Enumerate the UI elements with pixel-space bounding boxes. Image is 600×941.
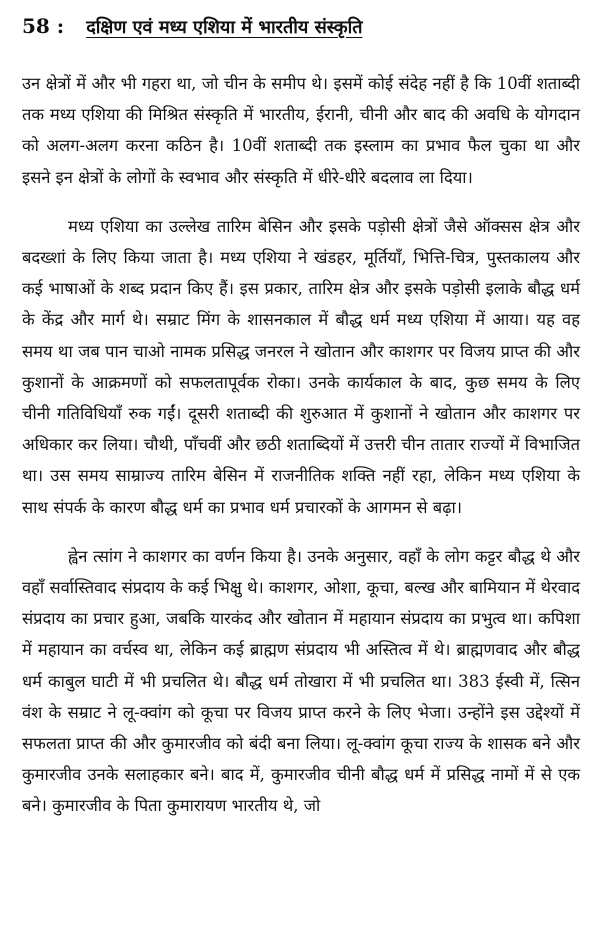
paragraph-2: मध्य एशिया का उल्लेख तारिम बेसिन और इसके पड़ोसी क्षेत्रों जैसे ऑक्सस क्षेत्र और बदख्शां के लिए किया जाता है। मध्य एशिया ने खंडहर, मूर्तियाँ, भित्ति-चित्र, पुस्तकालय और कई भाषाओं के शब्द प्रदान किए हैं। इस प्रकार, तारिम क्षेत्र और इसके पड़ोसी इलाके बौद्ध धर्म के केंद्र और मार्ग थे। सम्राट मिंग के शासनकाल में बौद्ध धर्म मध्य एशिया में आया। यह वह समय था जब पान चाओ नामक प्रसिद्ध जनरल ने खोतान और काशगर पर विजय प्राप्त की और कुशानों के आक्रमणों को सफलतापूर्वक रोका। उनके कार्यकाल के बाद, कुछ समय के लिए चीनी गतिविधियाँ रुक गईं। दूसरी शताब्दी की शुरुआत में कुशानों ने खोतान और काशगर पर अधिकार कर लिया। चौथी, पाँचवीं और छठी शताब्दियों में उत्तरी चीन तातार राज्यों में विभाजित था। उस समय साम्राज्य तारिम बेसिन में राजनीतिक शक्ति नहीं रहा, लेकिन मध्य एशिया के साथ संपर्क के कारण बौद्ध धर्म का प्रभाव धर्म प्रचारकों के आगमन से बढ़ा। xyxy=(22,216,580,517)
body-text xyxy=(22,68,580,822)
paragraph-3: ह्वेन त्सांग ने काशगर का वर्णन किया है। उनके अनुसार, वहाँ के लोग कट्टर बौद्ध थे और वहाँ सर्वास्तिवाद संप्रदाय के कई भिक्षु थे। काशगर, ओशा, कूचा, बल्ख और बामियान में थेरवाद संप्रदाय का प्रचार हुआ, जबकि यारकंद और खोतान में महायान संप्रदाय का प्रभुत्व था। कपिशा में महायान का वर्चस्व था, लेकिन कई ब्राह्मण संप्रदाय भी अस्तित्व में थे। ब्राह्मणवाद और बौद्ध धर्म काबुल घाटी में भी प्रचलित थे। बौद्ध धर्म तोखारा में भी प्रचलित था। 383 ईस्वी में, त्सिन वंश के सम्राट ने लू-क्वांग को कूचा पर विजय प्राप्त करने के लिए भेजा। उन्होंने इस उद्देश्यों में सफलता प्राप्त की और कुमारजीव को बंदी बना लिया। लू-क्वांग कूचा राज्य के शासक बने और कुमारजीव उनके सलाहकार बने। बाद में, कुमारजीव चीनी बौद्ध धर्म में प्रसिद्ध नामों में से एक बने। कुमारजीव के पिता कुमारायण भारतीय थे, जो xyxy=(22,546,580,816)
page-number: 58 : xyxy=(22,14,65,38)
chapter-title: दक्षिण एवं मध्य एशिया में भारतीय संस्कृति xyxy=(86,17,363,38)
paragraph-1: उन क्षेत्रों में और भी गहरा था, जो चीन के समीप थे। इसमें कोई संदेह नहीं है कि 10वीं शताब्दी तक मध्य एशिया की मिश्रित संस्कृति में भारतीय, ईरानी, चीनी और बाद की अवधि के योगदान को अलग-अलग करना कठिन है। 10वीं शताब्दी तक इस्लाम का प्रभाव फैल चुका था और इसने इन क्षेत्रों के लोगों के स्वभाव और संस्कृति में धीरे-धीरे बदलाव ला दिया। xyxy=(22,74,580,187)
page-header xyxy=(22,14,580,54)
